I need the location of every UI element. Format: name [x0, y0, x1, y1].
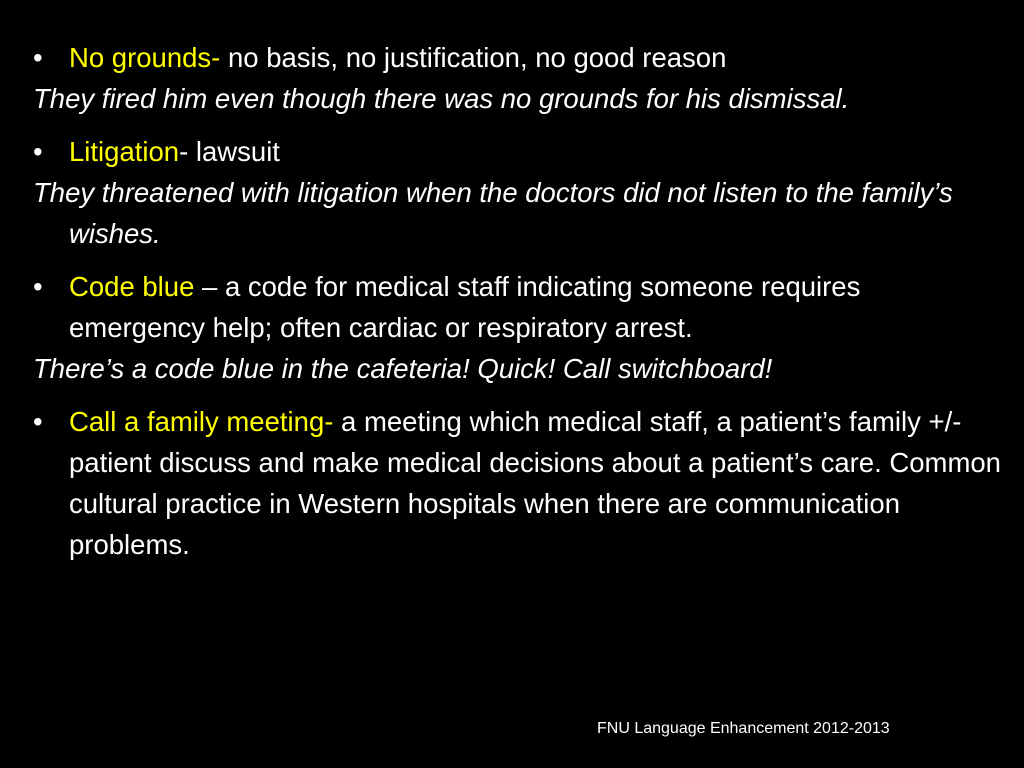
bullet-icon: •	[33, 406, 43, 437]
term-no-grounds: No grounds-	[69, 42, 221, 73]
term-code-blue: Code blue	[69, 271, 195, 302]
example-code-blue: There’s a code blue in the cafeteria! Quick! Call switchboard!	[33, 353, 773, 384]
definition-family-meeting: a meeting which medical staff, a patient’s family +/-patient discuss and make medical decisions about a patient’s care. Common cultural practice in Western hospitals when there are communication problems.	[69, 406, 1001, 560]
definition-litigation: - lawsuit	[179, 136, 280, 167]
bullet-item-litigation	[33, 131, 1003, 172]
bullet-icon: •	[33, 136, 43, 167]
bullet-item-family-meeting	[33, 401, 1003, 565]
term-family-meeting: Call a family meeting-	[69, 406, 334, 437]
bullet-item-no-grounds	[33, 37, 1003, 78]
example-no-grounds: They fired him even though there was no grounds for his dismissal.	[33, 83, 850, 114]
slide-footer: FNU Language Enhancement 2012-2013	[597, 720, 890, 737]
slide-content	[33, 37, 1003, 565]
bullet-icon: •	[33, 271, 43, 302]
term-litigation: Litigation	[69, 136, 180, 167]
definition-code-blue: – a code for medical staff indicating someone requires emergency help; often cardiac or respiratory arrest.	[69, 271, 861, 343]
example-litigation: They threatened with litigation when the doctors did not listen to the family’s wishes.	[33, 177, 953, 249]
definition-no-grounds: no basis, no justification, no good reason	[220, 42, 727, 73]
bullet-item-code-blue	[33, 266, 1003, 348]
bullet-icon: •	[33, 42, 43, 73]
